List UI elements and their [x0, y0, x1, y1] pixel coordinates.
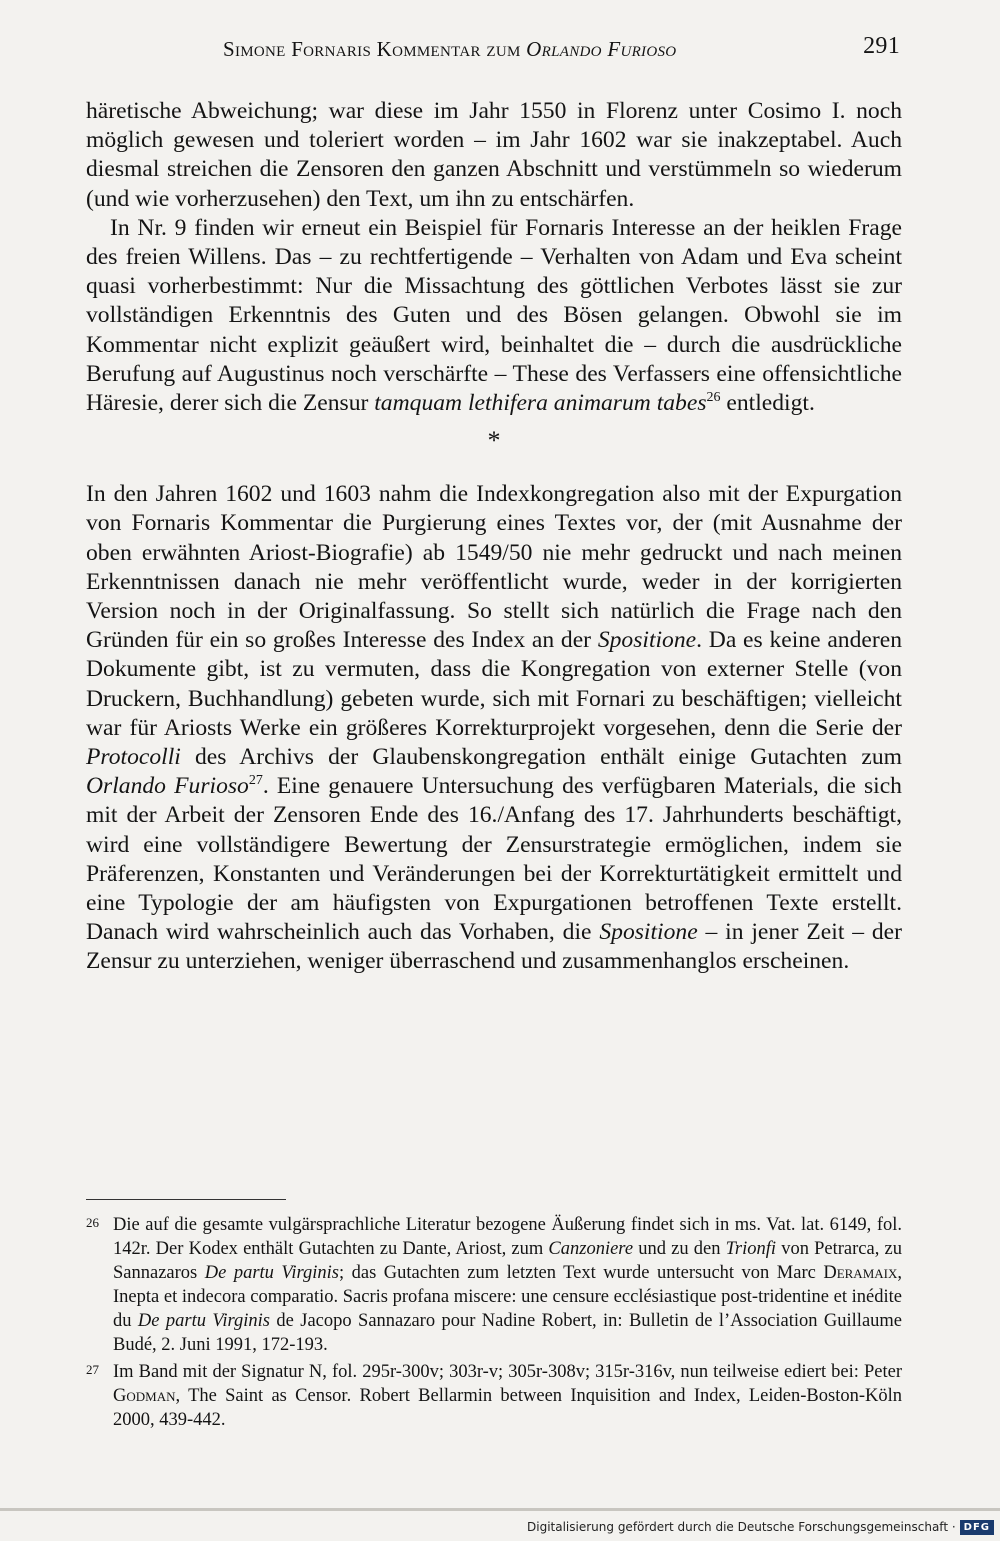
footnote-26 — [86, 1213, 902, 1358]
footnote-number: 26 — [86, 1215, 99, 1230]
footnote-ref-27[interactable]: 27 — [248, 773, 263, 789]
page-number: 291 — [863, 33, 900, 59]
footnote-rule — [86, 1199, 286, 1200]
footnote-27 — [86, 1360, 902, 1432]
footnote-number: 27 — [86, 1361, 99, 1377]
section-divider-asterisk: * — [487, 426, 501, 456]
main-text — [86, 97, 902, 977]
footnote-text: Im Band mit der Signatur N, fol. 295r-300v; 303r-v; 305r-308v; 315r-316v, nun teilweise ediert bei: Peter Godman, The Saint as Censor. Robert Bellarmin between Inquisition and Index, Leiden-Boston-Köln 2000, 439-442. — [113, 1361, 902, 1430]
dfg-banner-text: Digitalisierung gefördert durch die Deutsche Forschungsgemeinschaft · — [527, 1520, 956, 1534]
footnotes — [86, 1213, 902, 1434]
footnote-text: Die auf die gesamte vulgärsprachliche Literatur bezogene Äußerung findet sich in ms. Vat. lat. 6149, fol. 142r. Der Kodex enthält Gutachten zu Dante, Ariost, zum Canzoniere und zu den Trionfi von Petrarca, zu Sannazaros De partu Virginis; das Gutachten zum letzten Text wurde untersucht von Marc Deramaix, Inepta et indecora comparatio. Sacris profana miscere: une censure ecclésiastique post-tridentine et inédite du De partu Virginis de Jacopo Sannazaro pour Nadine Robert, in: Bulletin de l’Association Guillaume Budé, 2. Juni 1991, 172-193. — [113, 1215, 903, 1356]
paragraph-3: In den Jahren 1602 und 1603 nahm die Indexkongregation also mit der Expurgation von Fornaris Kommentar die Purgierung eines Textes vor, der (mit Ausnahme der oben erwähnten Ariost-Biografie) ab 1549/50 nie mehr gedruckt und nach meinen Erkenntnissen danach nie mehr veröffentlicht wurde, weder in der korrigierten Version noch in der Originalfassung. So stellt sich natürlich die Frage nach den Gründen für ein so großes Interesse des Index an der Spositione. Da es keine anderen Dokumente gibt, ist zu vermuten, dass die Kongregation von externer Stelle (von Druckern, Buchhandlung) gebeten wurde, sich mit Fornari zu beschäftigen; vielleicht war für Ariosts Werke ein größeres Korrekturprojekt vorgesehen, denn die Serie der Protocolli des Archivs der Glaubenskongregation enthält einige Gutachten zum Orlando Furioso$^{27}$. Eine genauere Untersuchung des verfügbaren Materials, die sich mit der Arbeit der Zensoren Ende des 16./Anfang des 17. Jahrhunderts beschäftigt, wird eine vollständigere Bewertung der Zensurstrategie ermöglichen, indem sie Präferenzen, Konstanten und Veränderungen bei der Korrekturtätigkeit ermittelt und eine Typologie der am häufigsten von Expurgationen betroffenen Texte erstellt. Danach wird wahrscheinlich auch das Vorhaben, die Spositione – in jener Zeit – der Zensur zu unterziehen, weniger überraschend und zusammenhanglos erscheinen. — [86, 481, 902, 975]
paragraph-1: häretische Abweichung; war diese im Jahr 1550 in Florenz unter Cosimo I. noch möglich gewesen und toleriert worden – im Jahr 1602 war sie inakzeptabel. Auch diesmal streichen die Zensoren den ganzen Abschnitt und verstümmeln so wiederum (und wie vorherzusehen) den Text, um ihn zu entschärfen. — [86, 98, 902, 212]
dfg-banner — [527, 1516, 994, 1538]
page-header — [88, 33, 900, 67]
footnote-ref-26[interactable]: 26 — [706, 390, 721, 406]
scan-edge — [0, 1508, 1000, 1511]
paragraph-2: In Nr. 9 finden wir erneut ein Beispiel für Fornaris Interesse an der heiklen Frage des freien Willens. Das – zu rechtfertigende – Verhalten von Adam und Eva scheint quasi vorherbestimmt: Nur die Missachtung des göttlichen Verbotes lässt sie zur vollständigen Erkenntnis des Guten und des Bösen gelangen. Obwohl sie im Kommentar nicht explizit geäußert wird, beinhaltet die – durch die ausdrückliche Berufung auf Augustinus noch verschärfte – These des Verfassers eine offensichtliche Häresie, derer sich die Zensur tamquam lethifera animarum tabes$^{26}$ entledigt. — [86, 214, 902, 417]
dfg-logo-icon[interactable]: DFG — [960, 1520, 994, 1535]
running-head: Simone Fornaris Kommentar zum Orlando Furioso — [223, 37, 677, 61]
